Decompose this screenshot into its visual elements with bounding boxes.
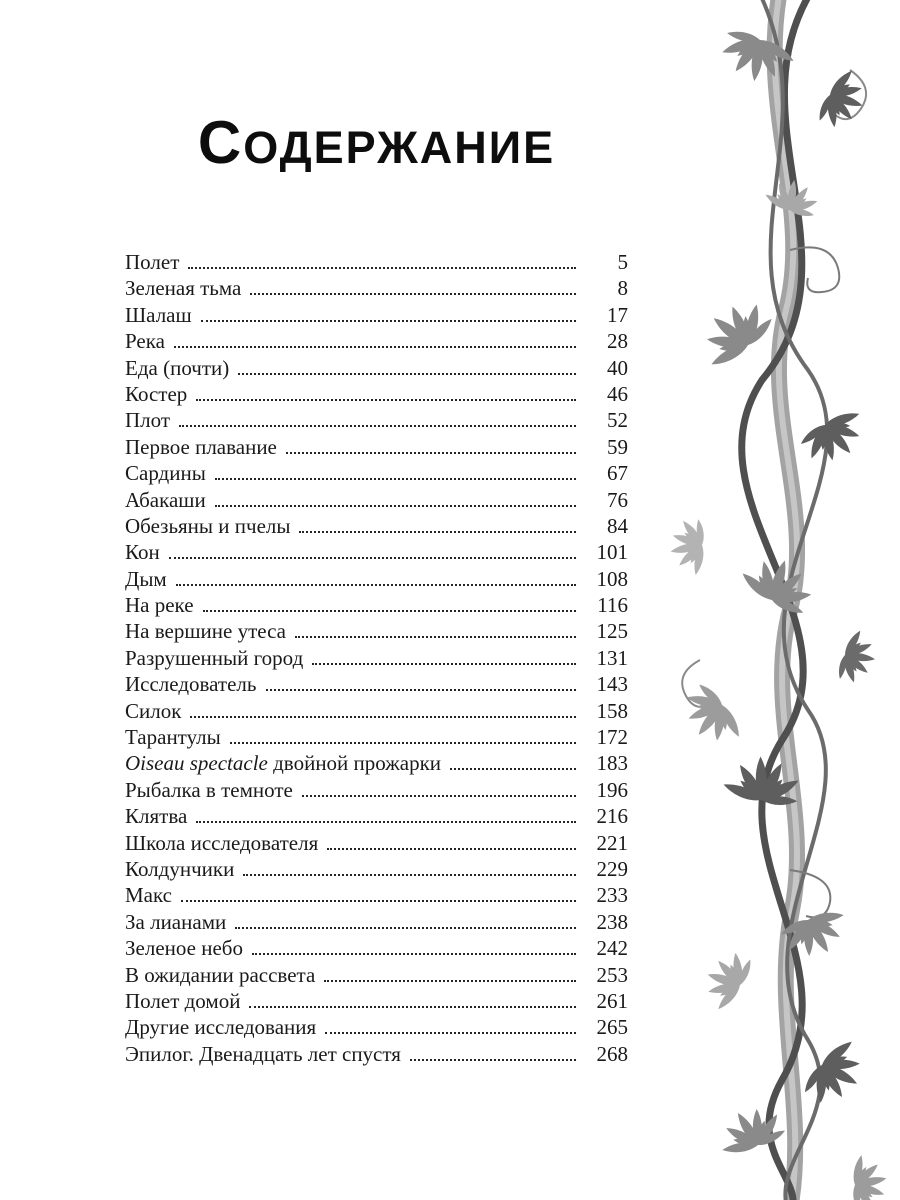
toc-entry-title-text: двойной прожарки — [267, 751, 442, 776]
toc-entry-title-italic: Oiseau spectacle — [125, 751, 268, 776]
toc-entry-title-text: Костер — [125, 381, 188, 406]
toc-entry-title — [125, 910, 226, 935]
toc-entry-title-text: За лианами — [125, 909, 227, 934]
toc-entry — [125, 514, 628, 540]
toc-entry-title — [125, 1042, 401, 1067]
toc-dot-leader — [215, 505, 576, 507]
toc-entry-title — [125, 514, 290, 539]
toc-entry-page: 76 — [607, 487, 628, 512]
toc-entry-title — [125, 250, 179, 275]
toc-dot-leader — [299, 531, 576, 533]
toc-dot-leader — [450, 768, 576, 770]
toc-entry-title-text: Макс — [125, 883, 172, 908]
toc-entry — [125, 250, 628, 276]
toc-entry-page: 40 — [607, 355, 628, 380]
page-title: СОДЕРЖАНИЕ — [197, 109, 556, 176]
toc-entry-title — [125, 408, 170, 433]
toc-entry — [125, 778, 628, 804]
toc-entry-page: 17 — [607, 302, 628, 327]
toc-entry-title-text: Сардины — [125, 461, 206, 486]
toc-entry-title — [125, 356, 229, 381]
toc-entry-title-text: Дым — [125, 566, 167, 591]
toc-dot-leader — [250, 293, 576, 295]
toc-dot-leader — [302, 795, 576, 797]
toc-entry-title — [125, 276, 241, 301]
toc-entry-page: 196 — [596, 777, 628, 802]
toc-entry-title-text: Обезьяны и пчелы — [125, 513, 291, 538]
toc-list — [125, 250, 628, 1068]
toc-dot-leader — [169, 557, 576, 559]
toc-entry-page: 265 — [596, 1015, 628, 1040]
toc-dot-leader — [238, 373, 576, 375]
toc-entry-title — [125, 646, 303, 671]
toc-dot-leader — [188, 267, 576, 269]
toc-entry — [125, 540, 628, 566]
toc-entry-title-text: Полет — [125, 250, 180, 274]
toc-entry — [125, 963, 628, 989]
toc-dot-leader — [286, 452, 576, 454]
toc-entry-page: 158 — [596, 698, 628, 723]
toc-entry — [125, 804, 628, 830]
toc-entry-page: 216 — [596, 804, 628, 829]
toc-entry-title-text: Школа исследователя — [125, 830, 319, 855]
toc-entry-page: 221 — [596, 830, 628, 855]
toc-dot-leader — [325, 1032, 576, 1034]
toc-entry-title — [125, 778, 293, 803]
toc-entry-page: 233 — [596, 883, 628, 908]
toc-entry-page: 253 — [596, 962, 628, 987]
toc-dot-leader — [410, 1059, 576, 1061]
toc-entry-title — [125, 540, 160, 565]
toc-dot-leader — [201, 320, 576, 322]
toc-entry-page: 261 — [596, 988, 628, 1013]
toc-entry-page: 28 — [607, 329, 628, 354]
toc-dot-leader — [266, 689, 577, 691]
toc-entry-page: 172 — [596, 725, 628, 750]
toc-entry-title-text: Другие исследования — [125, 1015, 317, 1040]
toc-entry-title-text: Зеленое небо — [125, 936, 243, 961]
toc-entry-page: 52 — [607, 408, 628, 433]
toc-entry — [125, 276, 628, 302]
toc-entry-title-text: Еда (почти) — [125, 355, 230, 380]
toc-entry-page: 8 — [617, 276, 628, 301]
toc-entry-title — [125, 725, 221, 750]
toc-entry-title — [125, 382, 187, 407]
toc-dot-leader — [252, 953, 576, 955]
vine-illustration — [640, 0, 900, 1200]
toc-entry — [125, 699, 628, 725]
toc-entry-title-text: Клятва — [125, 804, 188, 829]
toc-entry — [125, 619, 628, 645]
toc-dot-leader — [324, 980, 576, 982]
toc-entry-page: 108 — [596, 566, 628, 591]
toc-entry-title — [125, 699, 181, 724]
toc-entry-title-text: Первое плавание — [125, 434, 277, 459]
toc-dot-leader — [295, 636, 576, 638]
toc-entry-title — [125, 619, 286, 644]
toc-dot-leader — [190, 716, 576, 718]
toc-entry — [125, 488, 628, 514]
toc-entry — [125, 1042, 628, 1068]
toc-entry-title — [125, 435, 277, 460]
toc-entry-page: 59 — [607, 434, 628, 459]
toc-entry-page: 229 — [596, 856, 628, 881]
toc-entry-title — [125, 804, 187, 829]
toc-entry-title — [125, 989, 240, 1014]
toc-entry — [125, 725, 628, 751]
toc-entry — [125, 593, 628, 619]
toc-entry — [125, 831, 628, 857]
toc-entry — [125, 461, 628, 487]
toc-entry-title-text: На реке — [125, 593, 194, 618]
toc-entry-page: 238 — [596, 909, 628, 934]
toc-dot-leader — [203, 610, 576, 612]
toc-entry — [125, 435, 628, 461]
toc-dot-leader — [174, 346, 576, 348]
toc-entry-title — [125, 461, 206, 486]
toc-entry-page: 5 — [617, 250, 628, 274]
toc-dot-leader — [230, 742, 576, 744]
toc-entry-title-text: Река — [125, 329, 165, 354]
toc-entry-title-text: Тарантулы — [125, 725, 221, 750]
toc-entry-page: 101 — [596, 540, 628, 565]
toc-entry — [125, 408, 628, 434]
toc-entry-title-text: Кон — [125, 540, 160, 565]
toc-entry-title-text: Силок — [125, 698, 182, 723]
toc-entry — [125, 989, 628, 1015]
toc-dot-leader — [176, 584, 576, 586]
toc-dot-leader — [196, 821, 576, 823]
toc-entry-title — [125, 936, 243, 961]
toc-entry-title — [125, 857, 234, 882]
toc-entry-title — [125, 672, 257, 697]
toc-entry-title — [125, 593, 194, 618]
toc-entry — [125, 567, 628, 593]
toc-entry — [125, 672, 628, 698]
toc-entry-title-text: В ожидании рассвета — [125, 962, 316, 987]
toc-entry-page: 143 — [596, 672, 628, 697]
toc-entry-title-text: Эпилог. Двенадцать лет спустя — [125, 1041, 401, 1066]
toc-dot-leader — [243, 874, 576, 876]
toc-entry-title-text: На вершине утеса — [125, 619, 286, 644]
toc-dot-leader — [179, 425, 576, 427]
toc-entry-title — [125, 488, 206, 513]
toc-entry — [125, 382, 628, 408]
toc-entry — [125, 751, 628, 777]
toc-entry — [125, 303, 628, 329]
toc-dot-leader — [196, 399, 576, 401]
toc-entry-title-text: Абакаши — [125, 487, 206, 512]
toc-dot-leader — [327, 848, 576, 850]
toc-entry-title-text: Рыбалка в темноте — [125, 777, 293, 802]
toc-entry-page: 242 — [596, 936, 628, 961]
toc-entry-title — [125, 303, 192, 328]
toc-entry — [125, 910, 628, 936]
toc-entry-page: 183 — [596, 751, 628, 776]
toc-entry — [125, 1015, 628, 1041]
toc-entry-page: 84 — [607, 513, 628, 538]
toc-entry — [125, 329, 628, 355]
toc-entry-title — [125, 567, 167, 592]
toc-entry-page: 67 — [607, 461, 628, 486]
toc-entry — [125, 936, 628, 962]
toc-entry-title-text: Колдунчики — [125, 856, 235, 881]
toc-entry-title — [125, 883, 172, 908]
toc-entry-page: 125 — [596, 619, 628, 644]
toc-dot-leader — [215, 478, 576, 480]
toc-entry-title — [125, 329, 165, 354]
toc-dot-leader — [249, 1006, 576, 1008]
toc-entry-title-text: Исследователь — [125, 672, 257, 697]
toc-entry — [125, 646, 628, 672]
toc-entry-page: 116 — [597, 593, 628, 618]
toc-entry — [125, 883, 628, 909]
toc-entry-title-text: Полет домой — [125, 988, 241, 1013]
toc-entry-page: 46 — [607, 381, 628, 406]
toc-entry-title — [125, 831, 318, 856]
toc-dot-leader — [235, 927, 576, 929]
toc-entry-title-text: Зеленая тьма — [125, 276, 242, 301]
toc-entry-page: 131 — [596, 645, 628, 670]
toc-entry-title — [125, 751, 441, 776]
toc-entry-title-text: Разрушенный город — [125, 645, 304, 670]
toc-entry — [125, 356, 628, 382]
toc-entry-title-text: Шалаш — [125, 302, 192, 327]
toc-entry-title — [125, 963, 315, 988]
toc-entry-page: 268 — [596, 1041, 628, 1066]
toc-dot-leader — [181, 900, 576, 902]
toc-entry — [125, 857, 628, 883]
toc-entry-title-text: Плот — [125, 408, 171, 433]
toc-dot-leader — [312, 663, 576, 665]
toc-entry-title — [125, 1015, 316, 1040]
